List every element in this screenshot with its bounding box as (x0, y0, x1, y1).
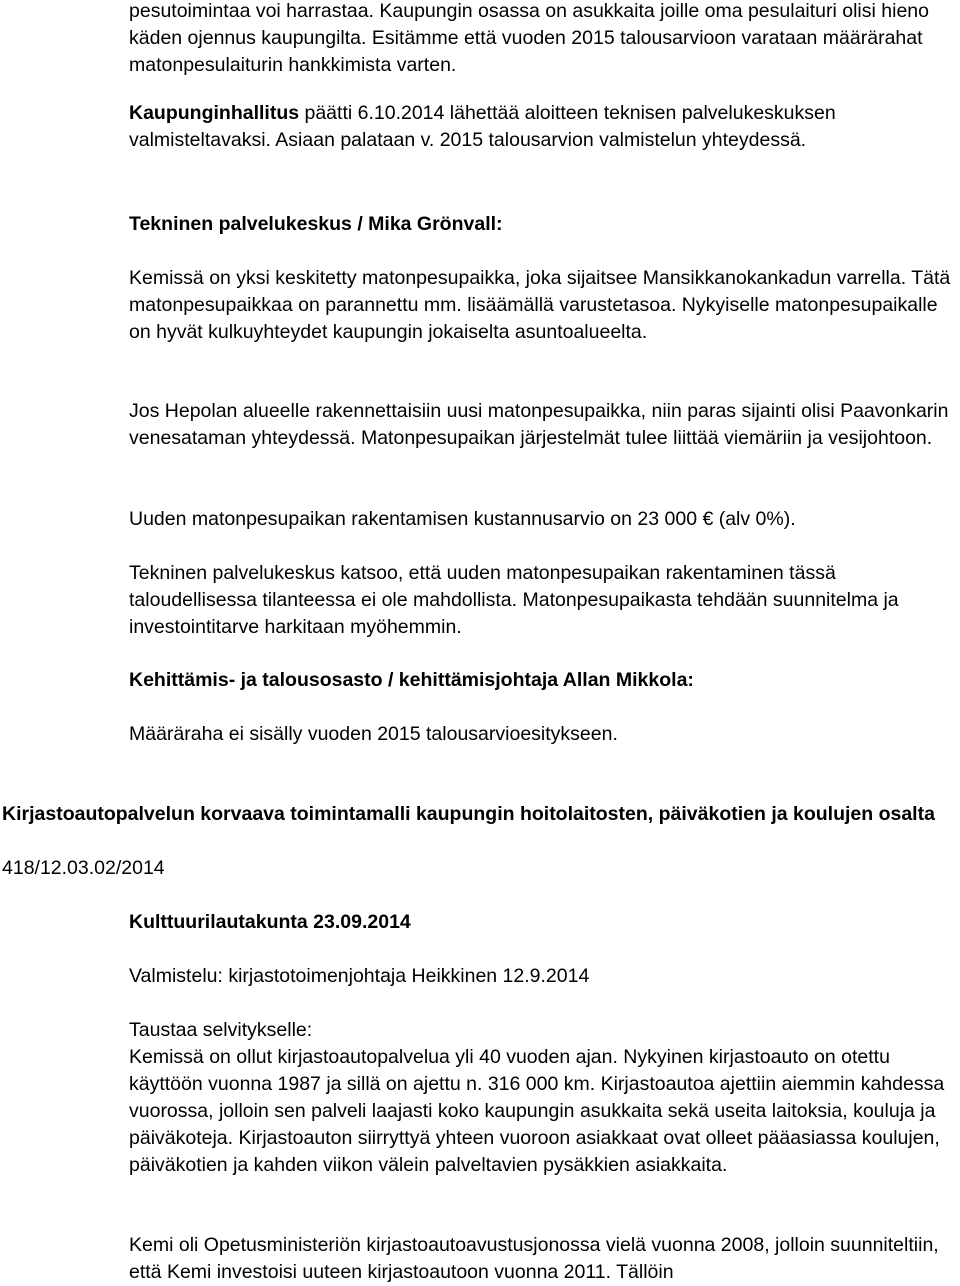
paragraph-technical-centre-opinion: Tekninen palvelukeskus katsoo, että uuden matonpesupaikan rakentaminen tässä taloudellisessa tilanteessa ei ole mahdollista. Matonpesupaikasta tehdään suunnitelma ja investointitarve harkitaan myöhemmin. (129, 562, 899, 638)
city-board-label: Kaupunginhallitus (129, 102, 300, 124)
paragraph-initiative-text: pesutoimintaa voi harrastaa. Kaupungin osassa on asukkaita joille oma pesulaituri olisi hieno käden ojennus kaupungilta. Esitämme että vuoden 2015 talousarvioon varataan määrärahat matonpesulaiturin hankkimista varten. (129, 0, 929, 76)
paragraph-library-bus-background: Kemissä on ollut kirjastoautopalvelua yli 40 vuoden ajan. Nykyinen kirjastoauto on otettu käyttöön vuonna 1987 ja sillä on ajettu n. 316 000 km. Kirjastoautoa ajettiin aiemmin kahdessa vuorossa, jolloin sen palveli laajasti koko kaupungin asukkaita sekä useita laitoksia, kouluja ja päiväkoteja. Kirjastoauton siirryttyä yhteen vuoroon asiakkaat ovat olleet pääasiassa koulujen, päiväkotien ja kahden viikon välein palveltavien pysäkkien asiakkaita. (129, 1046, 945, 1176)
paragraph-ministry-grant: Kemi oli Opetusministeriön kirjastoautoavustusjonossa vielä vuonna 2008, jolloin suunniteltiin, että Kemi investoisi uuteen kirjastoautoon vuonna 2011. Tällöin (129, 1234, 939, 1283)
paragraph-preparation: Valmistelu: kirjastotoimenjohtaja Heikkinen 12.9.2014 (129, 965, 590, 987)
city-board-decision-text: päätti 6.10.2014 lähettää aloitteen teknisen palvelukeskuksen valmisteltavaksi. Asiaan palataan v. 2015 talousarvion valmistelun yhteydessä. (129, 102, 836, 151)
heading-culture-committee: Kulttuurilautakunta 23.09.2014 (129, 911, 411, 933)
paragraph-cost-estimate: Uuden matonpesupaikan rakentamisen kustannusarvio on 23 000 € (alv 0%). (129, 508, 796, 530)
paragraph-hepola-location: Jos Hepolan alueelle rakennettaisiin uusi matonpesupaikka, niin paras sijainti olisi Paavonkarin venesataman yhteydessä. Matonpesupaikan järjestelmät tulee liittää viemäriin ja vesijohtoon. (129, 400, 949, 449)
section-reference-number: 418/12.03.02/2014 (2, 857, 165, 879)
heading-technical-service-centre: Tekninen palvelukeskus / Mika Grönvall: (129, 213, 503, 235)
section-title: Kirjastoautopalvelun korvaava toimintamalli kaupungin hoitolaitosten, päiväkotien ja koulujen osalta (2, 803, 935, 825)
paragraph-current-washing-place: Kemissä on yksi keskitetty matonpesupaikka, joka sijaitsee Mansikkanokankadun varrella. Tätä matonpesupaikkaa on parannettu mm. lisäämällä varustetasoa. Nykyiselle matonpesupaikalle on hyvät kulkuyhteydet kaupungin jokaiselta asuntoalueelta. (129, 267, 951, 343)
paragraph-appropriation: Määräraha ei sisälly vuoden 2015 talousarvioesitykseen. (129, 723, 618, 745)
label-background: Taustaa selvitykselle: (129, 1019, 313, 1041)
heading-development-finance: Kehittämis- ja talousosasto / kehittämisjohtaja Allan Mikkola: (129, 669, 694, 691)
paragraph-city-board-decision (129, 100, 959, 154)
